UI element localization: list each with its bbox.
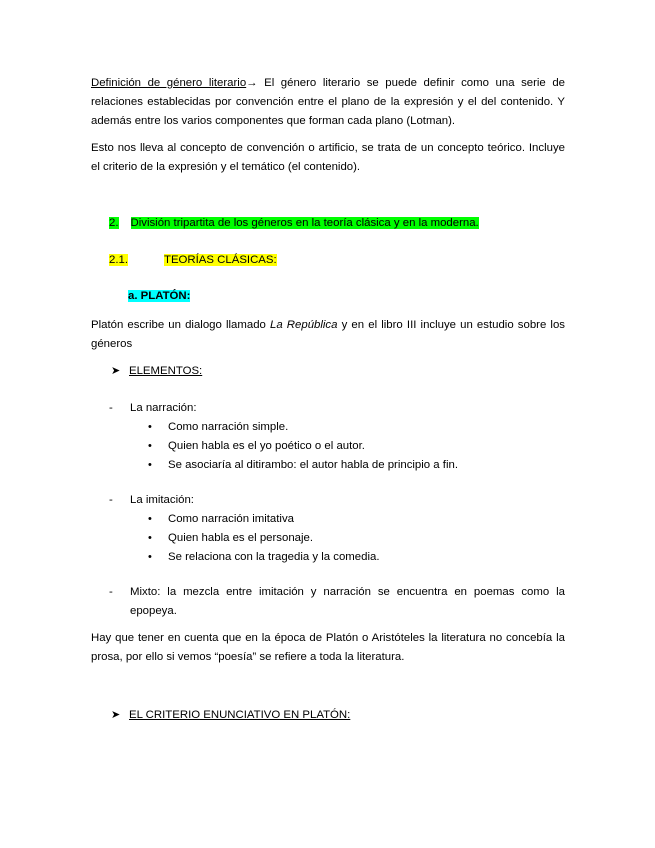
bullet-dot-icon: •	[148, 513, 152, 525]
sub-list-item: Quien habla es el personaje.	[168, 532, 314, 544]
sub-list-item: Como narración imitativa	[168, 513, 294, 525]
subsection-title: TEORÍAS CLÁSICAS:	[164, 254, 277, 266]
convention-paragraph: Esto nos lleva al concepto de convención o artificio, se trata de un concepto teórico. Incluye el criterio de la expresión y el temático (el contenido).	[91, 142, 565, 173]
definition-term: Definición de género literario	[91, 77, 247, 89]
heading-platon: a. PLATÓN:	[128, 290, 191, 302]
list-item-label: La narración:	[130, 402, 197, 414]
subsection-number: 2.1.	[109, 254, 128, 266]
intro-paragraph	[91, 74, 565, 131]
section-heading-2	[109, 214, 479, 233]
elementos-heading	[111, 362, 202, 381]
book-title: La República	[270, 319, 338, 331]
section-number: 2.	[109, 217, 119, 229]
sub-list-item: Se relaciona con la tragedia y la comedia.	[168, 551, 380, 563]
criterio-heading	[111, 706, 350, 725]
arrow-bullet-icon: ➤	[111, 365, 121, 377]
arrow-bullet-icon: ➤	[111, 709, 121, 721]
bullet-dot-icon: •	[148, 421, 152, 433]
elementos-label: ELEMENTOS:	[129, 365, 203, 377]
arrow-icon: →	[246, 77, 258, 89]
section-title: División tripartita de los géneros en la teoría clásica y en la moderna.	[130, 217, 479, 229]
dash-bullet: -	[109, 402, 113, 414]
sub-list-item: Quien habla es el yo poético o el autor.	[168, 440, 365, 452]
bullet-dot-icon: •	[148, 532, 152, 544]
dash-bullet: -	[109, 586, 113, 598]
list-item-label: La imitación:	[130, 494, 194, 506]
criterio-label: EL CRITERIO ENUNCIATIVO EN PLATÓN:	[129, 709, 351, 721]
platon-paragraph: Platón escribe un dialogo llamado La República y en el libro III incluye un estudio sobre los géneros	[91, 319, 565, 350]
sub-list-item: Como narración simple.	[168, 421, 289, 433]
closing-paragraph: Hay que tener en cuenta que en la época de Platón o Aristóteles la literatura no concebía la prosa, por ello si vemos “poesía” se refiere a toda la literatura.	[91, 632, 565, 663]
bullet-dot-icon: •	[148, 551, 152, 563]
sub-list-item: Se asociaría al ditirambo: el autor habla de principio a fin.	[168, 459, 458, 471]
section-heading-2-1	[109, 251, 277, 270]
bullet-dot-icon: •	[148, 459, 152, 471]
intro-text: El género literario se puede definir como una serie de relaciones establecidas por convención entre el plano de la expresión y el del contenido. Y además entre los varios componentes que forman cada plano (Lotman).	[91, 77, 565, 127]
dash-bullet: -	[109, 494, 113, 506]
bullet-dot-icon: •	[148, 440, 152, 452]
mixto-item: Mixto: la mezcla entre imitación y narración se encuentra en poemas como la epopeya.	[130, 586, 565, 617]
